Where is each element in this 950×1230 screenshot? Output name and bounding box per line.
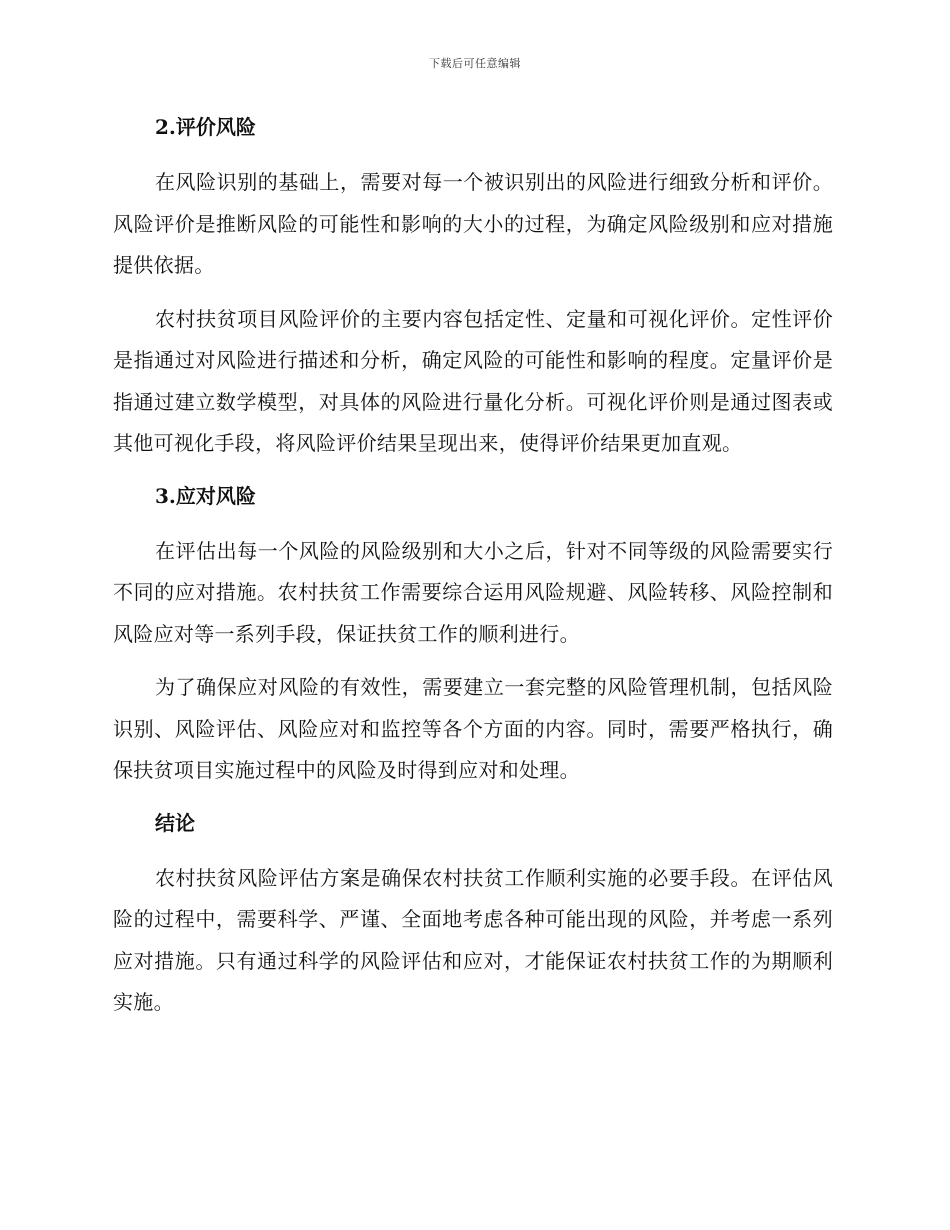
section-heading: 2.评价风险 <box>155 115 256 139</box>
section-heading: 3.应对风险 <box>155 483 256 508</box>
paragraph: 在风险识别的基础上，需要对每一个被识别出的风险进行细致分析和评价。风险评价是推断风险的可能性和影响的大小的过程，为确定风险级别和应对措施提供依据。 <box>113 170 833 277</box>
paragraph: 在评估出每一个风险的风险级别和大小之后，针对不同等级的风险需要实行不同的应对措施。农村扶贫工作需要综合运用风险规避、风险转移、风险控制和风险应对等一系列手段，保证扶贫工作的顺利进行。 <box>113 538 833 646</box>
document-body <box>113 108 833 1036</box>
page-header: 下载后可任意编辑 <box>429 57 521 70</box>
section-conclusion <box>113 804 833 1024</box>
section-heading: 结论 <box>155 810 195 835</box>
section-respond-risk <box>113 477 833 792</box>
paragraph: 为了确保应对风险的有效性，需要建立一套完整的风险管理机制，包括风险识别、风险评估、风险应对和监控等各个方面的内容。同时，需要严格执行，确保扶贫项目实施过程中的风险及时得到应对和处理。 <box>113 675 833 782</box>
section-evaluate-risk <box>113 108 833 465</box>
paragraph: 农村扶贫项目风险评价的主要内容包括定性、定量和可视化评价。定性评价是指通过对风险进行描述和分析，确定风险的可能性和影响的程度。定量评价是指通过建立数学模型，对具体的风险进行量化分析。可视化评价则是通过图表或其他可视化手段，将风险评价结果呈现出来，使得评价结果更加直观。 <box>113 306 833 455</box>
paragraph: 农村扶贫风险评估方案是确保农村扶贫工作顺利实施的必要手段。在评估风险的过程中，需要科学、严谨、全面地考虑各种可能出现的风险，并考虑一系列应对措施。只有通过科学的风险评估和应对，才能保证农村扶贫工作的为期顺利实施。 <box>113 865 833 1014</box>
